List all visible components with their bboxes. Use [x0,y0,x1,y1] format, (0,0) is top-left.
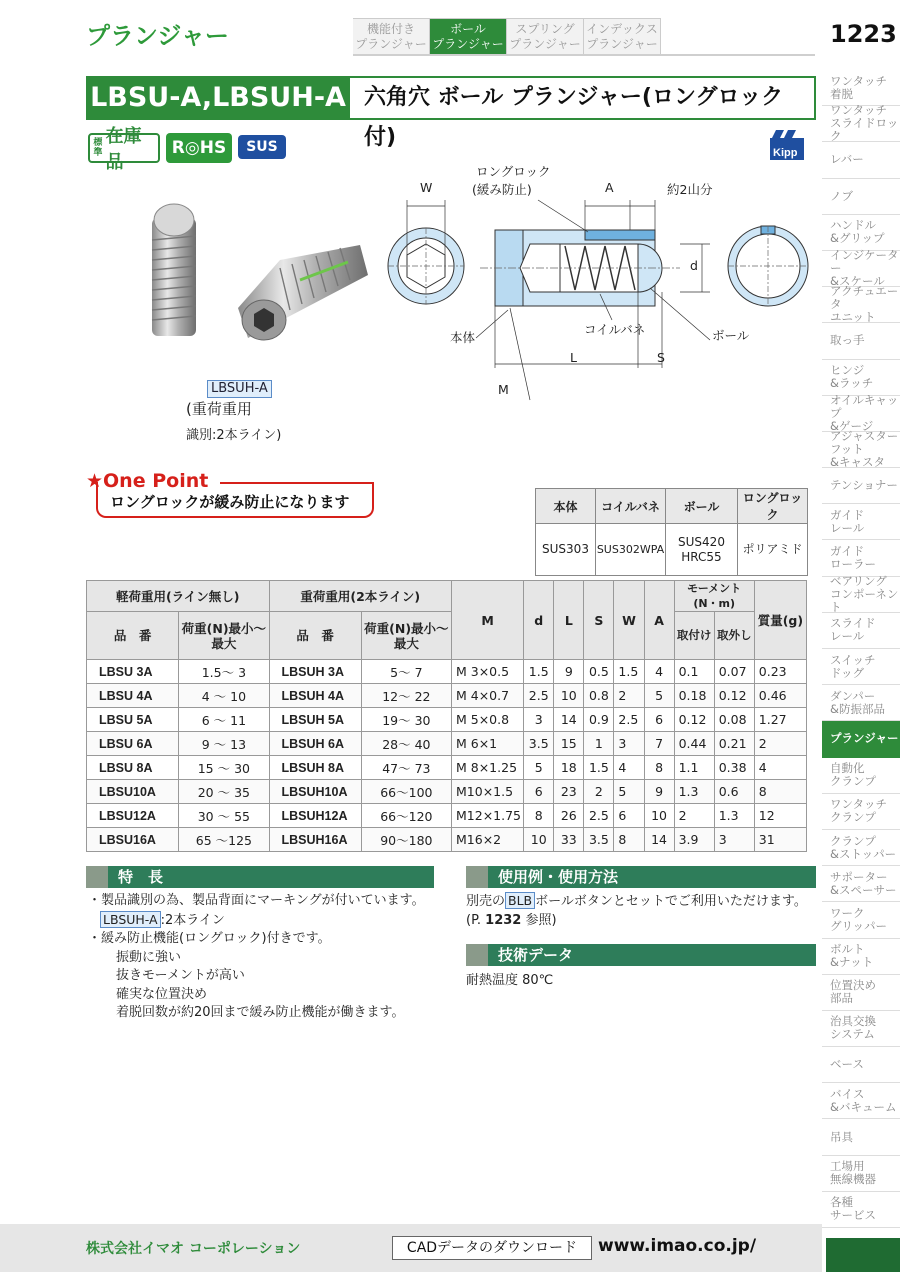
cell-l: 15 [554,732,584,756]
sidebar-item[interactable]: ヒンジ &ラッチ [822,360,900,396]
col-l: L [554,581,584,660]
cell-lload: 4 ～ 10 [179,684,269,708]
col-heavy-load: 荷重(N)最小～最大 [361,612,451,660]
mat-header-body: 本体 [536,489,596,524]
cell-heavy: LBSUH 6A [269,732,361,756]
page-ref-link[interactable]: 1232 [485,912,522,928]
header-divider [353,54,815,56]
cell-d: 3.5 [524,732,554,756]
sidebar-bottom-block [826,1238,900,1272]
sidebar-item[interactable]: ベアリング コンポーネント [822,577,900,613]
sidebar-item[interactable]: プランジャー [822,721,900,757]
cell-d: 1.5 [524,660,554,684]
lbsuh-tag: LBSUH-A [207,380,272,398]
cell-w: 2 [614,684,644,708]
cell-g: 0.46 [754,684,806,708]
cell-light: LBSU 5A [87,708,179,732]
product-photo [130,190,380,380]
sidebar-item[interactable]: ボルト &ナット [822,939,900,975]
cell-to: 3 [714,828,754,852]
sidebar-item[interactable]: 治具交換 システム [822,1011,900,1047]
mat-header-longlock: ロングロック [738,489,808,524]
cell-lload: 15 ～ 30 [179,756,269,780]
cell-lload: 6 ～ 11 [179,708,269,732]
cell-w: 4 [614,756,644,780]
website-link[interactable]: www.imao.co.jp/ [598,1236,757,1256]
col-a: A [644,581,674,660]
usage-body: 別売の BLB ボールボタンとセットでご利用いただけます。 (P. 1232 参照) [466,893,807,928]
cell-hload: 47～ 73 [361,756,451,780]
cell-hload: 5～ 7 [361,660,451,684]
cell-d: 10 [524,828,554,852]
cell-light: LBSU12A [87,804,179,828]
cell-to: 0.21 [714,732,754,756]
svg-text:Kipp: Kipp [773,147,798,159]
cell-light: LBSU10A [87,780,179,804]
table-row [87,780,807,804]
cell-ti: 1.3 [674,780,714,804]
cell-lload: 1.5～ 3 [179,660,269,684]
cell-s: 2.5 [584,804,614,828]
sidebar-item[interactable]: ハンドル &グリップ [822,215,900,251]
sidebar-item[interactable]: 吊具 [822,1119,900,1155]
cell-l: 33 [554,828,584,852]
category-title: プランジャー [86,22,229,50]
feature-line1: ・製品識別の為、製品背面にマーキングが付いています。 [88,893,425,908]
mat-value-body: SUS303 [536,524,596,576]
feature-tag: LBSUH-A [100,911,161,928]
sidebar-item[interactable]: ダンパー &防振部品 [822,685,900,721]
feature-sub-item: 抜きモーメントが高い [116,968,245,983]
cell-s: 0.9 [584,708,614,732]
cell-s: 1 [584,732,614,756]
sidebar-item[interactable]: ワンタッチ 着脱 [822,70,900,106]
feature-line3: ・緩み防止機能(ロングロック)付きです。 [88,931,331,946]
cell-heavy: LBSUH10A [269,780,361,804]
cell-s: 2 [584,780,614,804]
ball-label: ボール [712,328,750,343]
sidebar-item[interactable]: ノブ [822,179,900,215]
feature-sub-item: 振動に強い [116,949,182,965]
feature-sub-item: 確実な位置決め [116,986,208,1002]
mat-value-longlock: ポリアミド [738,524,808,576]
cell-hload: 19～ 30 [361,708,451,732]
sidebar-item[interactable]: 各種 サービス [822,1192,900,1228]
usage-header: 使用例・使用方法 [466,866,816,888]
cell-l: 14 [554,708,584,732]
cell-g: 1.27 [754,708,806,732]
cell-d: 5 [524,756,554,780]
sidebar-item[interactable]: サポーター &スペーサー [822,866,900,902]
photo-caption-line2: 識別:2本ライン) [186,428,282,443]
col-remove: 取外し [714,612,754,660]
sidebar-item[interactable]: 位置決め 部品 [822,975,900,1011]
sidebar-item[interactable]: アジャスター フット &キャスタ [822,432,900,468]
cell-d: 8 [524,804,554,828]
group-light-header: 軽荷重用(ライン無し) [87,581,270,612]
cell-ti: 0.44 [674,732,714,756]
cell-g: 0.23 [754,660,806,684]
cell-a: 10 [644,804,674,828]
tab-function-plunger[interactable]: 機能付き プランジャー [353,18,430,54]
cell-g: 12 [754,804,806,828]
cell-hload: 12～ 22 [361,684,451,708]
cell-ti: 2 [674,804,714,828]
cell-to: 0.12 [714,684,754,708]
cell-g: 4 [754,756,806,780]
one-point-title: ★One Point [86,470,209,492]
cell-w: 3 [614,732,644,756]
col-s: S [584,581,614,660]
cell-w: 1.5 [614,660,644,684]
cad-download-button[interactable]: CADデータのダウンロード [392,1236,592,1260]
cell-lload: 20 ～ 35 [179,780,269,804]
sidebar-item[interactable]: 取っ手 [822,323,900,359]
dim-w-label: W [420,180,433,195]
cell-w: 5 [614,780,644,804]
product-description-title: 六角穴 ボール プランジャー(ロングロック付) [350,76,816,120]
cell-d: 3 [524,708,554,732]
sidebar-item[interactable]: テンショナー [822,468,900,504]
table-row [87,684,807,708]
table-row [87,804,807,828]
dim-a-label: A [605,180,614,195]
sidebar-item[interactable]: バイス &バキューム [822,1083,900,1119]
cell-m: M12×1.75 [452,804,524,828]
spec-table [86,580,807,852]
cell-lload: 65 ～125 [179,828,269,852]
cell-a: 9 [644,780,674,804]
sidebar-item[interactable]: ワーク グリッパー [822,902,900,938]
cell-ti: 1.1 [674,756,714,780]
cell-ti: 3.9 [674,828,714,852]
table-row [87,732,807,756]
sidebar-item[interactable]: クランプ &ストッパー [822,830,900,866]
cell-l: 9 [554,660,584,684]
material-table [535,488,808,576]
cell-s: 1.5 [584,756,614,780]
cell-to: 0.38 [714,756,754,780]
tab-ball-plunger[interactable]: ボール プランジャー [430,18,507,54]
cell-a: 14 [644,828,674,852]
col-moment: モーメント(N・m) [674,581,754,612]
cell-l: 23 [554,780,584,804]
cell-a: 8 [644,756,674,780]
mat-header-coil: コイルバネ [596,489,666,524]
cell-to: 1.3 [714,804,754,828]
page-number: 1223 [830,20,897,48]
dim-m-label: M [498,382,509,397]
tech-header: 技術データ [466,944,816,966]
sidebar-item[interactable]: ガイド レール [822,504,900,540]
mat-value-coil: SUS302WPA [596,524,666,576]
tab-spring-plunger[interactable]: スプリング プランジャー [507,18,584,54]
cell-d: 6 [524,780,554,804]
sidebar-item[interactable]: ワンタッチ クランプ [822,794,900,830]
sidebar-item[interactable]: ガイド ローラー [822,540,900,576]
cell-heavy: LBSUH 4A [269,684,361,708]
product-model-title: LBSU-A,LBSUH-A [86,76,350,120]
sidebar-nav [822,70,900,1228]
cell-s: 0.8 [584,684,614,708]
dim-l-label: L [570,350,577,365]
cell-g: 2 [754,732,806,756]
cell-hload: 28～ 40 [361,732,451,756]
sidebar-item[interactable]: 自動化 クランプ [822,758,900,794]
cell-l: 18 [554,756,584,780]
group-heavy-header: 重荷重用(2本ライン) [269,581,452,612]
col-install: 取付け [674,612,714,660]
plunger-light-image [152,204,196,336]
table-row [87,660,807,684]
cell-lload: 30 ～ 55 [179,804,269,828]
cell-w: 6 [614,804,644,828]
col-heavy-part: 品 番 [269,612,361,660]
cell-lload: 9 ～ 13 [179,732,269,756]
cell-m: M 8×1.25 [452,756,524,780]
cell-m: M 4×0.7 [452,684,524,708]
features-body [88,892,448,1023]
sidebar-item[interactable]: アクチュエータ ユニット [822,287,900,323]
col-light-part: 品 番 [87,612,179,660]
cell-g: 8 [754,780,806,804]
sidebar-item[interactable]: ベース [822,1047,900,1083]
sus-badge: SUS [238,135,286,159]
cell-heavy: LBSUH 8A [269,756,361,780]
cell-light: LBSU 8A [87,756,179,780]
threads-label: 約2山分 [667,182,713,197]
col-w: W [614,581,644,660]
cell-a: 4 [644,660,674,684]
category-tabs [353,18,661,54]
cell-to: 0.6 [714,780,754,804]
rohs-badge: R◎HS [166,133,232,163]
body-label: 本体 [450,330,476,345]
standard-stock-badge: 標 準 在庫品 [88,133,160,163]
cell-w: 2.5 [614,708,644,732]
col-m: M [452,581,524,660]
sidebar-item[interactable]: スライド レール [822,613,900,649]
cell-hload: 66～120 [361,804,451,828]
cell-d: 2.5 [524,684,554,708]
sidebar-item[interactable]: レバー [822,142,900,178]
cell-light: LBSU16A [87,828,179,852]
tab-index-plunger[interactable]: インデックス プランジャー [584,18,661,54]
table-row [87,708,807,732]
cell-light: LBSU 6A [87,732,179,756]
sidebar-item[interactable]: スイッチ ドッグ [822,649,900,685]
cell-heavy: LBSUH12A [269,804,361,828]
cell-m: M10×1.5 [452,780,524,804]
feature-line2: LBSUH-A :2本ライン [88,911,448,931]
photo-caption-line1: (重荷重用 [186,400,252,418]
cell-to: 0.07 [714,660,754,684]
cell-s: 3.5 [584,828,614,852]
cell-a: 6 [644,708,674,732]
cell-m: M 5×0.8 [452,708,524,732]
cell-a: 7 [644,732,674,756]
coil-spring-label: コイルバネ [584,322,646,337]
mat-value-ball: SUS420 HRC55 [666,524,738,576]
col-d: d [524,581,554,660]
cell-m: M16×2 [452,828,524,852]
cell-l: 26 [554,804,584,828]
cell-hload: 90～180 [361,828,451,852]
sidebar-item[interactable]: オイルキャップ &ゲージ [822,396,900,432]
cell-m: M 6×1 [452,732,524,756]
dim-d-label: d [690,258,698,273]
table-row [87,756,807,780]
sidebar-item[interactable]: インジケーター &スケール [822,251,900,287]
longlock-sub-label: (緩み防止) [472,182,532,197]
cell-ti: 0.1 [674,660,714,684]
feature-sub-list [88,949,448,1023]
cell-ti: 0.12 [674,708,714,732]
company-name: 株式会社イマオ コーポレーション [86,1241,301,1257]
cell-light: LBSU 3A [87,660,179,684]
kipp-logo-icon [770,130,804,160]
tech-text: 耐熱温度 80℃ [466,973,554,988]
cell-hload: 66～100 [361,780,451,804]
sidebar-item[interactable]: ワンタッチ スライドロック [822,106,900,142]
cell-light: LBSU 4A [87,684,179,708]
cell-l: 10 [554,684,584,708]
feature-sub-item: 着脱回数が約20回まで緩み防止機能が働きます。 [116,1005,405,1020]
plunger-heavy-image [238,245,368,340]
cell-s: 0.5 [584,660,614,684]
technical-drawing [380,170,820,410]
features-header: 特 長 [86,866,434,888]
sidebar-item[interactable]: 工場用 無線機器 [822,1156,900,1192]
cell-a: 5 [644,684,674,708]
longlock-label: ロングロック [476,164,551,179]
col-light-load: 荷重(N)最小～最大 [179,612,269,660]
table-row [87,828,807,852]
cell-g: 31 [754,828,806,852]
mat-header-ball: ボール [666,489,738,524]
cell-w: 8 [614,828,644,852]
cell-heavy: LBSUH 5A [269,708,361,732]
one-point-text: ロングロックが緩み防止になります [110,493,350,511]
cell-to: 0.08 [714,708,754,732]
cell-heavy: LBSUH16A [269,828,361,852]
cell-m: M 3×0.5 [452,660,524,684]
col-mass: 質量(g) [754,581,806,660]
cell-heavy: LBSUH 3A [269,660,361,684]
dim-s-label: S [657,350,665,365]
blb-tag[interactable]: BLB [505,892,535,909]
cell-ti: 0.18 [674,684,714,708]
